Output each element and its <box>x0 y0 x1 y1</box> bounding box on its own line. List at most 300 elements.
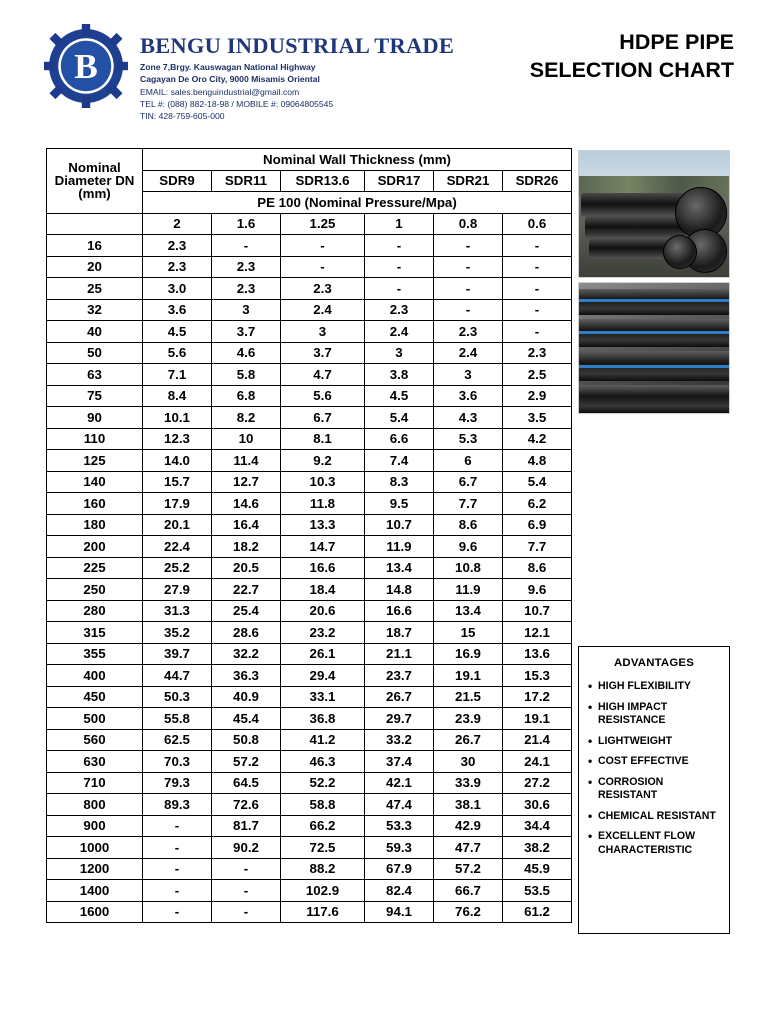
cell-wall-thickness: 26.7 <box>365 686 434 708</box>
cell-wall-thickness: 28.6 <box>212 622 281 644</box>
cell-wall-thickness: - <box>365 235 434 257</box>
cell-wall-thickness: 50.3 <box>143 686 212 708</box>
header-sdr21: SDR21 <box>434 170 503 192</box>
table-row <box>47 471 572 493</box>
cell-wall-thickness: 7.4 <box>365 450 434 472</box>
cell-wall-thickness: 44.7 <box>143 665 212 687</box>
cell-wall-thickness: 6.7 <box>434 471 503 493</box>
cell-wall-thickness: 53.3 <box>365 815 434 837</box>
table-row <box>47 557 572 579</box>
cell-nominal-diameter: 110 <box>47 428 143 450</box>
cell-nominal-diameter: 500 <box>47 708 143 730</box>
cell-wall-thickness: 66.2 <box>281 815 365 837</box>
address-line-2: Cagayan De Oro City, 9000 Misamis Oriental <box>140 74 320 85</box>
cell-wall-thickness: 9.6 <box>434 536 503 558</box>
cell-wall-thickness: 64.5 <box>212 772 281 794</box>
cell-wall-thickness: 5.4 <box>365 407 434 429</box>
table-row <box>47 385 572 407</box>
advantage-item: • LIGHTWEIGHT <box>587 735 721 749</box>
pipe-selection-table <box>46 148 572 923</box>
cell-wall-thickness: - <box>143 901 212 923</box>
advantage-item: • CORROSION RESISTANT <box>587 776 721 803</box>
table-row <box>47 880 572 902</box>
header-sdr11: SDR11 <box>212 170 281 192</box>
cell-nominal-diameter: 630 <box>47 751 143 773</box>
cell-wall-thickness: 59.3 <box>365 837 434 859</box>
cell-nominal-diameter: 710 <box>47 772 143 794</box>
pressure-sdr17: 1 <box>365 213 434 235</box>
cell-wall-thickness: 3 <box>365 342 434 364</box>
table-row <box>47 299 572 321</box>
page-title: HDPE PIPE SELECTION CHART <box>529 30 734 83</box>
logo-letter: B <box>74 46 98 86</box>
cell-wall-thickness: 10.8 <box>434 557 503 579</box>
cell-nominal-diameter: 280 <box>47 600 143 622</box>
cell-wall-thickness: 15.3 <box>503 665 572 687</box>
cell-wall-thickness: 8.6 <box>503 557 572 579</box>
header-sdr9: SDR9 <box>143 170 212 192</box>
cell-wall-thickness: 94.1 <box>365 901 434 923</box>
cell-nominal-diameter: 40 <box>47 321 143 343</box>
cell-wall-thickness: 5.4 <box>503 471 572 493</box>
advantage-item: • HIGH FLEXIBILITY <box>587 680 721 694</box>
advantages-list <box>587 680 721 857</box>
cell-wall-thickness: 55.8 <box>143 708 212 730</box>
header-sdr26: SDR26 <box>503 170 572 192</box>
cell-wall-thickness: 10 <box>212 428 281 450</box>
cell-wall-thickness: 37.4 <box>365 751 434 773</box>
cell-nominal-diameter: 140 <box>47 471 143 493</box>
cell-nominal-diameter: 160 <box>47 493 143 515</box>
cell-wall-thickness: 2.9 <box>503 385 572 407</box>
header-sdr17: SDR17 <box>365 170 434 192</box>
cell-wall-thickness: - <box>503 256 572 278</box>
cell-wall-thickness: 19.1 <box>503 708 572 730</box>
cell-wall-thickness: 17.9 <box>143 493 212 515</box>
pressure-sdr13-6: 1.25 <box>281 213 365 235</box>
cell-wall-thickness: 3.7 <box>281 342 365 364</box>
cell-wall-thickness: 33.9 <box>434 772 503 794</box>
cell-nominal-diameter: 800 <box>47 794 143 816</box>
pipe-photo-top <box>578 150 730 278</box>
cell-wall-thickness: 23.2 <box>281 622 365 644</box>
table-row <box>47 256 572 278</box>
cell-wall-thickness: 8.6 <box>434 514 503 536</box>
table-row <box>47 815 572 837</box>
cell-wall-thickness: 2.3 <box>503 342 572 364</box>
cell-nominal-diameter: 125 <box>47 450 143 472</box>
cell-wall-thickness: 117.6 <box>281 901 365 923</box>
cell-wall-thickness: 9.6 <box>503 579 572 601</box>
cell-wall-thickness: 10.1 <box>143 407 212 429</box>
table-row <box>47 622 572 644</box>
cell-wall-thickness: 4.5 <box>143 321 212 343</box>
cell-wall-thickness: - <box>212 901 281 923</box>
cell-wall-thickness: 10.7 <box>365 514 434 536</box>
cell-wall-thickness: 9.5 <box>365 493 434 515</box>
cell-wall-thickness: 4.2 <box>503 428 572 450</box>
cell-wall-thickness: 41.2 <box>281 729 365 751</box>
cell-wall-thickness: 102.9 <box>281 880 365 902</box>
cell-wall-thickness: 20.6 <box>281 600 365 622</box>
cell-wall-thickness: 61.2 <box>503 901 572 923</box>
cell-wall-thickness: 20.5 <box>212 557 281 579</box>
cell-wall-thickness: 45.9 <box>503 858 572 880</box>
cell-wall-thickness: 9.2 <box>281 450 365 472</box>
company-logo <box>40 18 132 118</box>
cell-wall-thickness: 3.8 <box>365 364 434 386</box>
advantage-item: • HIGH IMPACT RESISTANCE <box>587 701 721 728</box>
cell-wall-thickness: 33.2 <box>365 729 434 751</box>
table-row <box>47 493 572 515</box>
cell-wall-thickness: 29.4 <box>281 665 365 687</box>
cell-wall-thickness: 15 <box>434 622 503 644</box>
cell-wall-thickness: 76.2 <box>434 901 503 923</box>
cell-wall-thickness: 14.0 <box>143 450 212 472</box>
table-row <box>47 536 572 558</box>
cell-wall-thickness: 5.8 <box>212 364 281 386</box>
cell-wall-thickness: - <box>143 815 212 837</box>
cell-wall-thickness: 3 <box>212 299 281 321</box>
cell-wall-thickness: 4.3 <box>434 407 503 429</box>
cell-wall-thickness: 5.3 <box>434 428 503 450</box>
table-row <box>47 901 572 923</box>
cell-wall-thickness: 11.8 <box>281 493 365 515</box>
table-row <box>47 686 572 708</box>
cell-wall-thickness: 2.3 <box>212 256 281 278</box>
cell-wall-thickness: 58.8 <box>281 794 365 816</box>
cell-wall-thickness: - <box>212 235 281 257</box>
cell-wall-thickness: 39.7 <box>143 643 212 665</box>
cell-wall-thickness: 10.3 <box>281 471 365 493</box>
cell-wall-thickness: 4.8 <box>503 450 572 472</box>
cell-nominal-diameter: 63 <box>47 364 143 386</box>
cell-wall-thickness: 72.6 <box>212 794 281 816</box>
pressure-sdr26: 0.6 <box>503 213 572 235</box>
photo-pipe <box>581 193 685 217</box>
table-row <box>47 450 572 472</box>
cell-wall-thickness: 4.7 <box>281 364 365 386</box>
cell-nominal-diameter: 20 <box>47 256 143 278</box>
cell-wall-thickness: 10.7 <box>503 600 572 622</box>
photo-pipe <box>585 217 685 239</box>
cell-wall-thickness: 46.3 <box>281 751 365 773</box>
cell-wall-thickness: 7.7 <box>434 493 503 515</box>
table-body <box>47 235 572 923</box>
cell-wall-thickness: 79.3 <box>143 772 212 794</box>
pipe-photo-bottom <box>578 282 730 414</box>
cell-wall-thickness: 23.9 <box>434 708 503 730</box>
cell-wall-thickness: 2.4 <box>434 342 503 364</box>
table-row <box>47 364 572 386</box>
cell-wall-thickness: 90.2 <box>212 837 281 859</box>
cell-nominal-diameter: 180 <box>47 514 143 536</box>
cell-nominal-diameter: 400 <box>47 665 143 687</box>
cell-wall-thickness: 62.5 <box>143 729 212 751</box>
photo-pipe-stripe <box>578 365 730 368</box>
table-row <box>47 579 572 601</box>
cell-wall-thickness: 14.8 <box>365 579 434 601</box>
table-row <box>47 729 572 751</box>
cell-nominal-diameter: 560 <box>47 729 143 751</box>
cell-wall-thickness: 21.4 <box>503 729 572 751</box>
cell-nominal-diameter: 250 <box>47 579 143 601</box>
cell-wall-thickness: 6.2 <box>503 493 572 515</box>
cell-nominal-diameter: 1400 <box>47 880 143 902</box>
cell-wall-thickness: 88.2 <box>281 858 365 880</box>
cell-wall-thickness: 3.6 <box>434 385 503 407</box>
photo-pipe <box>578 385 730 413</box>
cell-wall-thickness: - <box>503 278 572 300</box>
table-row <box>47 600 572 622</box>
cell-wall-thickness: 7.1 <box>143 364 212 386</box>
cell-wall-thickness: 21.5 <box>434 686 503 708</box>
cell-wall-thickness: 45.4 <box>212 708 281 730</box>
cell-nominal-diameter: 50 <box>47 342 143 364</box>
cell-wall-thickness: 2.4 <box>365 321 434 343</box>
cell-nominal-diameter: 225 <box>47 557 143 579</box>
cell-wall-thickness: - <box>212 880 281 902</box>
cell-wall-thickness: - <box>503 235 572 257</box>
cell-wall-thickness: 13.3 <box>281 514 365 536</box>
pressure-sdr21: 0.8 <box>434 213 503 235</box>
table-row <box>47 858 572 880</box>
cell-wall-thickness: 57.2 <box>212 751 281 773</box>
cell-wall-thickness: 3 <box>434 364 503 386</box>
cell-wall-thickness: - <box>365 278 434 300</box>
cell-wall-thickness: 6.9 <box>503 514 572 536</box>
table-row <box>47 751 572 773</box>
cell-wall-thickness: 11.9 <box>365 536 434 558</box>
cell-wall-thickness: - <box>281 256 365 278</box>
tin-line: TIN: 428-759-605-000 <box>140 111 225 122</box>
advantages-box <box>578 646 730 934</box>
cell-wall-thickness: 6.8 <box>212 385 281 407</box>
cell-wall-thickness: 17.2 <box>503 686 572 708</box>
header-row-pressure <box>47 213 572 235</box>
cell-wall-thickness: 36.8 <box>281 708 365 730</box>
cell-wall-thickness: 50.8 <box>212 729 281 751</box>
cell-nominal-diameter: 1200 <box>47 858 143 880</box>
cell-nominal-diameter: 1600 <box>47 901 143 923</box>
cell-wall-thickness: 13.4 <box>365 557 434 579</box>
table-row <box>47 278 572 300</box>
cell-nominal-diameter: 200 <box>47 536 143 558</box>
table-row <box>47 428 572 450</box>
table-row <box>47 794 572 816</box>
table-row <box>47 342 572 364</box>
cell-nominal-diameter: 16 <box>47 235 143 257</box>
cell-wall-thickness: 11.4 <box>212 450 281 472</box>
cell-wall-thickness: 31.3 <box>143 600 212 622</box>
cell-wall-thickness: 38.1 <box>434 794 503 816</box>
advantage-item: • COST EFFECTIVE <box>587 755 721 769</box>
cell-nominal-diameter: 450 <box>47 686 143 708</box>
gear-logo-icon <box>44 24 128 108</box>
cell-wall-thickness: 4.5 <box>365 385 434 407</box>
company-info <box>140 18 540 123</box>
table-row <box>47 407 572 429</box>
pressure-sdr11: 1.6 <box>212 213 281 235</box>
header-pressure-label <box>47 213 143 235</box>
cell-wall-thickness: 2.3 <box>143 235 212 257</box>
cell-wall-thickness: 8.3 <box>365 471 434 493</box>
photo-pipe-end <box>663 235 697 269</box>
cell-wall-thickness: 16.9 <box>434 643 503 665</box>
email-line: EMAIL: sales.benguindustrial@gmail.com <box>140 86 300 97</box>
cell-wall-thickness: 19.1 <box>434 665 503 687</box>
cell-wall-thickness: 11.9 <box>434 579 503 601</box>
cell-wall-thickness: 3.6 <box>143 299 212 321</box>
cell-wall-thickness: 57.2 <box>434 858 503 880</box>
table-row <box>47 837 572 859</box>
company-address <box>140 61 540 123</box>
cell-nominal-diameter: 900 <box>47 815 143 837</box>
cell-wall-thickness: 16.6 <box>365 600 434 622</box>
cell-wall-thickness: 25.4 <box>212 600 281 622</box>
cell-wall-thickness: 38.2 <box>503 837 572 859</box>
cell-wall-thickness: 25.2 <box>143 557 212 579</box>
cell-wall-thickness: 7.7 <box>503 536 572 558</box>
cell-wall-thickness: - <box>143 858 212 880</box>
table-row <box>47 643 572 665</box>
cell-wall-thickness: 22.7 <box>212 579 281 601</box>
cell-wall-thickness: 24.1 <box>503 751 572 773</box>
pipe-selection-table-wrapper <box>46 148 558 923</box>
cell-wall-thickness: 13.6 <box>503 643 572 665</box>
cell-nominal-diameter: 315 <box>47 622 143 644</box>
cell-wall-thickness: 8.4 <box>143 385 212 407</box>
cell-wall-thickness: 22.4 <box>143 536 212 558</box>
cell-wall-thickness: - <box>143 880 212 902</box>
cell-wall-thickness: 15.7 <box>143 471 212 493</box>
table-row <box>47 321 572 343</box>
company-name: BENGU INDUSTRIAL TRADE <box>140 33 455 58</box>
cell-wall-thickness: - <box>434 278 503 300</box>
cell-nominal-diameter: 32 <box>47 299 143 321</box>
cell-wall-thickness: 6.6 <box>365 428 434 450</box>
cell-wall-thickness: 4.6 <box>212 342 281 364</box>
cell-wall-thickness: 52.2 <box>281 772 365 794</box>
cell-wall-thickness: 40.9 <box>212 686 281 708</box>
cell-wall-thickness: - <box>143 837 212 859</box>
phone-line: TEL #: (088) 882-18-98 / MOBILE #: 09064805545 <box>140 98 334 109</box>
cell-wall-thickness: 47.7 <box>434 837 503 859</box>
cell-wall-thickness: 14.6 <box>212 493 281 515</box>
cell-wall-thickness: 81.7 <box>212 815 281 837</box>
cell-wall-thickness: 2.5 <box>503 364 572 386</box>
cell-wall-thickness: 5.6 <box>281 385 365 407</box>
cell-wall-thickness: 36.3 <box>212 665 281 687</box>
cell-wall-thickness: 14.7 <box>281 536 365 558</box>
cell-wall-thickness: 23.7 <box>365 665 434 687</box>
cell-wall-thickness: 42.9 <box>434 815 503 837</box>
cell-wall-thickness: 70.3 <box>143 751 212 773</box>
cell-wall-thickness: - <box>503 299 572 321</box>
advantages-title: ADVANTAGES <box>613 657 695 669</box>
header-sdr13-6: SDR13.6 <box>281 170 365 192</box>
table-row <box>47 772 572 794</box>
cell-wall-thickness: 2.3 <box>212 278 281 300</box>
cell-wall-thickness: - <box>434 235 503 257</box>
cell-nominal-diameter: 1000 <box>47 837 143 859</box>
cell-wall-thickness: 18.7 <box>365 622 434 644</box>
header-pe100: PE 100 (Nominal Pressure/Mpa) <box>143 192 572 214</box>
cell-wall-thickness: 16.6 <box>281 557 365 579</box>
cell-wall-thickness: 53.5 <box>503 880 572 902</box>
cell-wall-thickness: 12.7 <box>212 471 281 493</box>
cell-wall-thickness: 16.4 <box>212 514 281 536</box>
header-nominal-wall-thickness: Nominal Wall Thickness (mm) <box>143 149 572 171</box>
cell-wall-thickness: 8.2 <box>212 407 281 429</box>
advantage-item: • CHEMICAL RESISTANT <box>587 810 721 824</box>
table-row <box>47 514 572 536</box>
cell-wall-thickness: 67.9 <box>365 858 434 880</box>
cell-wall-thickness: 27.9 <box>143 579 212 601</box>
cell-wall-thickness: 72.5 <box>281 837 365 859</box>
cell-wall-thickness: 3.7 <box>212 321 281 343</box>
cell-wall-thickness: 12.1 <box>503 622 572 644</box>
cell-wall-thickness: 26.7 <box>434 729 503 751</box>
cell-wall-thickness: 2.3 <box>365 299 434 321</box>
cell-wall-thickness: 33.1 <box>281 686 365 708</box>
cell-wall-thickness: 5.6 <box>143 342 212 364</box>
cell-wall-thickness: 89.3 <box>143 794 212 816</box>
cell-nominal-diameter: 355 <box>47 643 143 665</box>
cell-wall-thickness: 26.1 <box>281 643 365 665</box>
cell-wall-thickness: - <box>434 256 503 278</box>
cell-wall-thickness: 2.3 <box>434 321 503 343</box>
cell-wall-thickness: 12.3 <box>143 428 212 450</box>
cell-wall-thickness: 82.4 <box>365 880 434 902</box>
cell-wall-thickness: - <box>281 235 365 257</box>
cell-wall-thickness: 18.4 <box>281 579 365 601</box>
cell-nominal-diameter: 25 <box>47 278 143 300</box>
cell-wall-thickness: 27.2 <box>503 772 572 794</box>
cell-nominal-diameter: 75 <box>47 385 143 407</box>
cell-wall-thickness: - <box>434 299 503 321</box>
table-head <box>47 149 572 235</box>
pressure-sdr9: 2 <box>143 213 212 235</box>
cell-wall-thickness: 6 <box>434 450 503 472</box>
photo-pipe-stripe <box>578 331 730 334</box>
cell-wall-thickness: 8.1 <box>281 428 365 450</box>
cell-wall-thickness: 3.5 <box>503 407 572 429</box>
cell-wall-thickness: 13.4 <box>434 600 503 622</box>
cell-wall-thickness: 20.1 <box>143 514 212 536</box>
cell-wall-thickness: 2.4 <box>281 299 365 321</box>
cell-wall-thickness: 2.3 <box>143 256 212 278</box>
cell-wall-thickness: - <box>365 256 434 278</box>
address-line-1: Zone 7,Brgy. Kauswagan National Highway <box>140 61 316 72</box>
cell-wall-thickness: - <box>212 858 281 880</box>
cell-wall-thickness: 66.7 <box>434 880 503 902</box>
cell-wall-thickness: 21.1 <box>365 643 434 665</box>
photo-pipe <box>578 289 730 315</box>
cell-wall-thickness: 30.6 <box>503 794 572 816</box>
cell-wall-thickness: 32.2 <box>212 643 281 665</box>
cell-nominal-diameter: 90 <box>47 407 143 429</box>
photo-pipe-stripe <box>578 299 730 302</box>
cell-wall-thickness: 3.0 <box>143 278 212 300</box>
cell-wall-thickness: 2.3 <box>281 278 365 300</box>
table-row <box>47 708 572 730</box>
header-nominal-diameter: Nominal Diameter DN (mm) <box>47 149 143 214</box>
cell-wall-thickness: 6.7 <box>281 407 365 429</box>
cell-wall-thickness: 47.4 <box>365 794 434 816</box>
cell-wall-thickness: 29.7 <box>365 708 434 730</box>
table-row <box>47 665 572 687</box>
